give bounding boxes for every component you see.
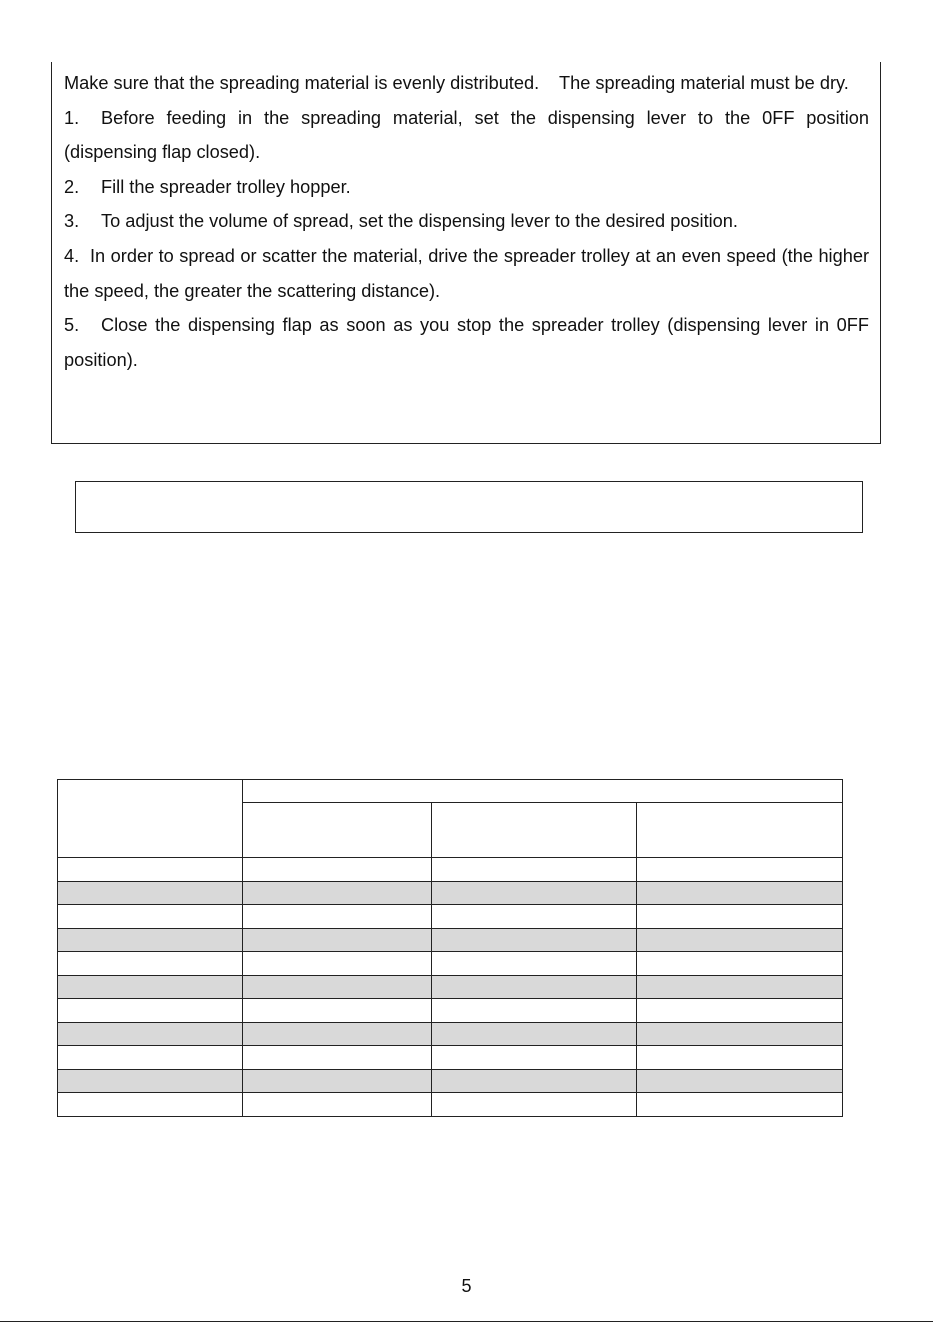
table-cell xyxy=(58,881,243,905)
table-cell xyxy=(432,1022,637,1046)
table-row xyxy=(58,905,843,929)
intro-paragraph: Make sure that the spreading material is evenly distributed. The spreading material must be dry. xyxy=(64,73,849,93)
table-subheader-cell xyxy=(637,803,843,858)
table-cell xyxy=(637,1022,843,1046)
table-cell xyxy=(432,975,637,999)
table-cell xyxy=(637,858,843,882)
table-cell xyxy=(58,858,243,882)
step-3-number: 3. xyxy=(64,211,80,232)
table-cell xyxy=(58,1046,243,1070)
section-heading-box xyxy=(75,481,863,533)
table-cell xyxy=(243,1022,432,1046)
table-cell xyxy=(243,1046,432,1070)
table-cell xyxy=(637,905,843,929)
table-row xyxy=(58,881,843,905)
table-cell xyxy=(637,999,843,1023)
table-cell xyxy=(58,928,243,952)
table-cell xyxy=(637,975,843,999)
table-cell xyxy=(432,1093,637,1117)
footer-rule xyxy=(0,1321,933,1322)
table-row xyxy=(58,928,843,952)
table-header-group-cell xyxy=(243,780,843,803)
step-5-text: Close the dispensing flap as soon as you stop the spreader trolley (dispensing lever in 0FF position). xyxy=(64,315,869,370)
table-cell xyxy=(243,1069,432,1093)
table-cell xyxy=(637,881,843,905)
step-1-text: Before feeding in the spreading material, set the dispensing lever to the 0FF position (dispensing flap closed). xyxy=(64,107,869,163)
table-subheader-cell xyxy=(432,803,637,858)
table-cell xyxy=(432,858,637,882)
table-cell xyxy=(58,905,243,929)
table-cell xyxy=(243,1093,432,1117)
table-cell xyxy=(432,928,637,952)
table-row xyxy=(58,952,843,976)
step-2 xyxy=(64,170,869,205)
table-cell xyxy=(58,975,243,999)
table-cell xyxy=(432,999,637,1023)
step-1-number: 1. xyxy=(64,107,80,128)
table-cell xyxy=(637,1093,843,1117)
table-cell xyxy=(58,999,243,1023)
table-subheader-cell xyxy=(243,803,432,858)
table-cell xyxy=(243,928,432,952)
table-row xyxy=(58,975,843,999)
table-cell xyxy=(58,1022,243,1046)
table-cell xyxy=(432,881,637,905)
step-2-text: Fill the spreader trolley hopper. xyxy=(101,176,351,197)
step-4-text: In order to spread or scatter the material, drive the spreader trolley at an even speed (the higher the speed, the greater the scattering distance). xyxy=(64,245,869,301)
step-3 xyxy=(64,204,869,239)
table-cell xyxy=(432,1046,637,1070)
table-row xyxy=(58,999,843,1023)
table-cell xyxy=(637,1046,843,1070)
step-3-text: To adjust the volume of spread, set the dispensing lever to the desired position. xyxy=(101,211,738,232)
step-5-number: 5. xyxy=(64,315,80,336)
table-cell xyxy=(243,905,432,929)
table-cell xyxy=(432,1069,637,1093)
step-1 xyxy=(64,101,869,170)
table-row xyxy=(58,1046,843,1070)
table-cell xyxy=(58,1093,243,1117)
table-cell xyxy=(58,952,243,976)
table-cell xyxy=(243,858,432,882)
table-cell xyxy=(58,1069,243,1093)
table-cell xyxy=(243,952,432,976)
spread-settings-table xyxy=(57,779,843,1117)
step-4-number: 4. xyxy=(64,245,80,266)
table-header-corner-cell xyxy=(58,780,243,858)
step-4 xyxy=(64,239,869,308)
step-5 xyxy=(64,308,869,377)
instructions-box xyxy=(51,62,881,444)
table-cell xyxy=(432,905,637,929)
table-header-row xyxy=(58,780,843,803)
table-row xyxy=(58,858,843,882)
table-cell xyxy=(243,999,432,1023)
table-row xyxy=(58,1022,843,1046)
table-cell xyxy=(432,952,637,976)
step-2-number: 2. xyxy=(64,176,80,197)
table-cell xyxy=(243,881,432,905)
table-row xyxy=(58,1093,843,1117)
table-cell xyxy=(243,975,432,999)
table-row xyxy=(58,1069,843,1093)
table-cell xyxy=(637,928,843,952)
page-number: 5 xyxy=(461,1276,472,1296)
table-cell xyxy=(637,952,843,976)
table-cell xyxy=(637,1069,843,1093)
